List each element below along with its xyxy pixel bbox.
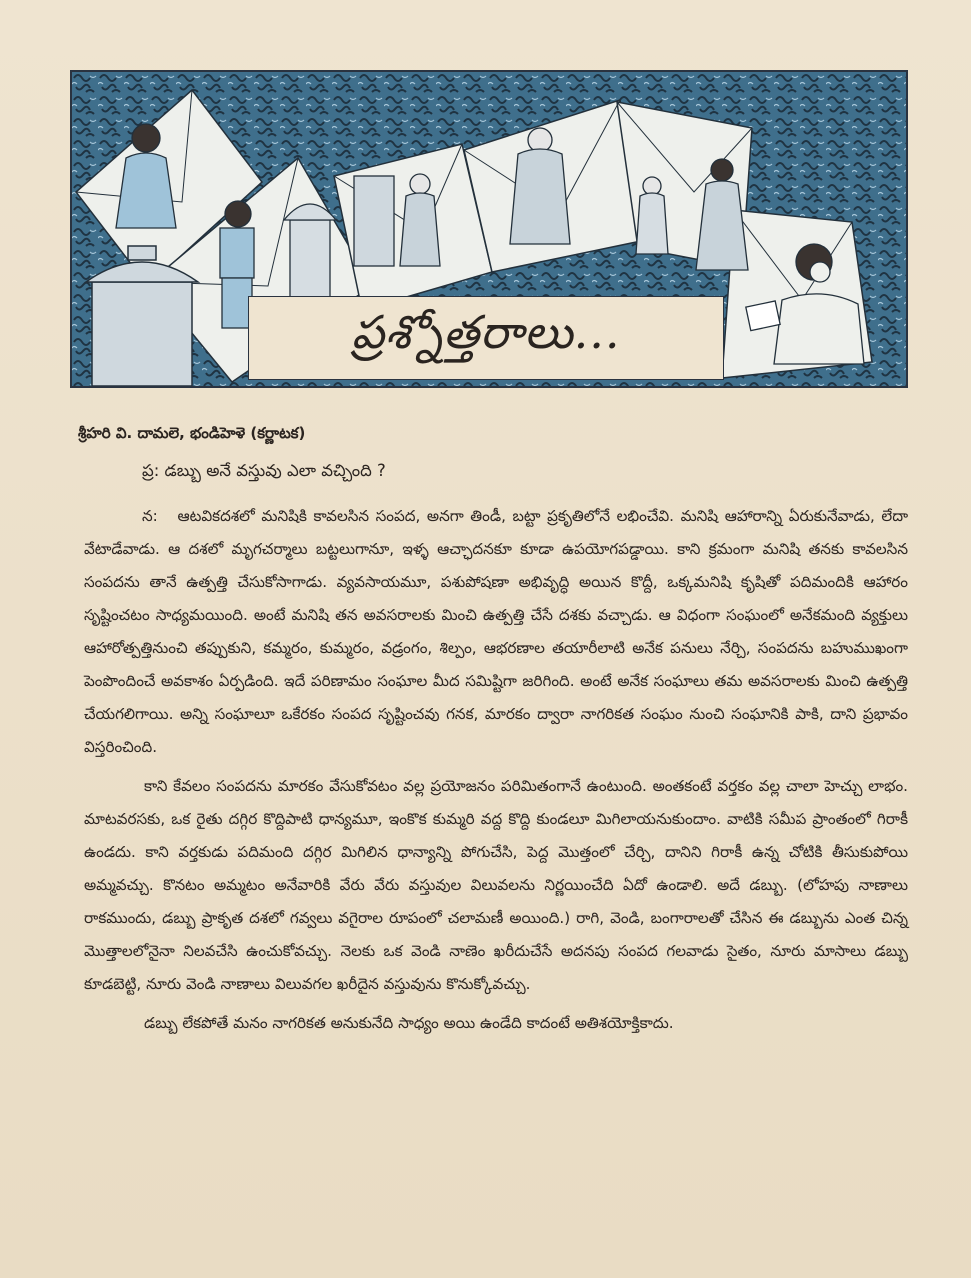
- page-title-box: [248, 296, 724, 380]
- questioner-byline: శ్రీహరి వి. దామలె, భండిహెళె (కర్ణాటక): [78, 424, 306, 442]
- answer-paragraph: కాని కేవలం సంపదను మారకం వేసుకోవటం వల్ల ప్రయోజనం పరిమితంగానే ఉంటుంది. అంతకంటే వర్తకం వల్ల చాలా హెచ్చు లాభం. మాటవరసకు, ఒక రైతు దగ్గిర కొద్దిపాటి ధాన్యమూ, ఇంకొక కుమ్మరి వద్ద కొద్ది కుండలూ మిగిలాయనుకుందాం. వాటికి సమీప ప్రాంతంలో గిరాకీ ఉండదు. కాని వర్తకుడు పదిమంది దగ్గిర మిగిలిన ధాన్యాన్ని పోగుచేసి, పెద్ద మొత్తంలో చేర్చి, దానిని గిరాకీ ఉన్న చోటికి తీసుకుపోయి అమ్మవచ్చు. కొనటం అమ్మటం అనేవారికి వేరు వేరు వస్తువుల విలువలను నిర్ణయించేది ఏదో ఉండాలి. అదే డబ్బు. (లోహపు నాణాలు రాకముందు, డబ్బు ప్రాకృత దశలో గవ్వలు వగైరాల రూపంలో చలామణీ అయింది.) రాగి, వెండి, బంగారాలతో చేసిన ఈ డబ్బును ఎంత చిన్న మొత్తాలలోనైనా నిలవచేసి ఉంచుకోవచ్చు. నెలకు ఒక వెండి నాణెం ఖరీదుచేసే అదనపు సంపద గలవాడు సైతం, నూరు మాసాలు డబ్బు కూడబెట్టి, నూరు వెండి నాణాలు విలువగల ఖరీదైన వస్తువును కొనుక్కోవచ్చు.: [84, 777, 908, 993]
- question-text: డబ్బు అనే వస్తువు ఎలా వచ్చింది ?: [164, 461, 386, 480]
- answer-paragraph: డబ్బు లేకపోతే మనం నాగరికత అనుకునేది సాధ్యం అయి ఉండేది కాదంటే అతిశయోక్తికాదు.: [144, 1014, 674, 1032]
- answer-prefix: న:: [142, 507, 158, 525]
- page-title: ప్రశ్నోత్తరాలు...: [351, 305, 621, 359]
- answer-paragraph-1-text: ఆటవికదశలో మనిషికి కావలసిన సంపద, అనగా తిండీ, బట్టా ప్రకృతిలోనే లభించేవి. మనిషి ఆహారాన్ని ఏరుకునేవాడు, లేదా వేటాడేవాడు. ఆ దశలో మృగచర్మాలు బట్టలుగానూ, ఇళ్ళ ఆచ్ఛాదనకూ కూడా ఉపయోగపడ్డాయి. కాని క్రమంగా మనిషి తనకు కావలసిన సంపదను తానే ఉత్పత్తి చేసుకోసాగాడు. వ్యవసాయమూ, పశుపోషణా అభివృద్ధి అయిన కొద్దీ, ఒక్కమనిషి కృషితో పదిమందికి ఆహారం సృష్టించటం సాధ్యమయింది. అంటే మనిషి తన అవసరాలకు మించి ఉత్పత్తి చేసే దశకు వచ్చాడు. ఆ విధంగా సంఘంలో అనేకమంది వ్యక్తులు ఆహారోత్పత్తినుంచి తప్పుకుని, కమ్మరం, కుమ్మరం, వడ్రంగం, శిల్పం, ఆభరణాల తయారీలాటి అనేక పనులు నేర్చి, సంపదను బహుముఖంగా పెంపొందించే అవకాశం ఏర్పడింది. ఇదే పరిణామం సంఘాల మీద సమిష్టిగా జరిగింది. అంటే అనేక సంఘాలు తమ అవసరాలకు మించి ఉత్పత్తి చేయగలిగాయి. అన్ని సంఘాలూ ఒకేరకం సంపద సృష్టించవు గనక, మారకం ద్వారా నాగరికత సంఘం నుంచి సంఘానికి పాకి, దాని ప్రభావం విస్తరించింది.: [84, 507, 908, 756]
- question-prefix: ప్ర:: [142, 461, 160, 480]
- answer-paragraph: [84, 500, 908, 764]
- question-line: [142, 461, 902, 484]
- answer-body: [84, 500, 908, 1046]
